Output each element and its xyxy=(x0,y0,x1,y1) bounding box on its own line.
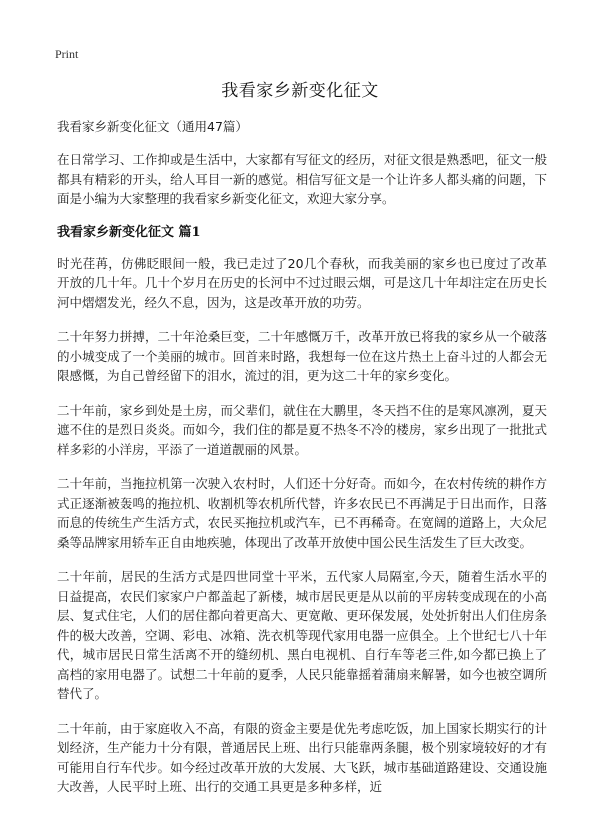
page-title: 我看家乡新变化征文 xyxy=(221,81,379,101)
paragraph: 二十年努力拼搏，二十年沧桑巨变，二十年感慨万千，改革开放已将我的家乡从一个破落的小城变成了一个美丽的城市。回首来时路，我想每一位在这片热土上奋斗过的人都会无限感慨，为自己曾经留下的泪水，流过的泪，更为这二十年的家乡变化。 xyxy=(57,329,547,383)
paragraph: 二十年前，当拖拉机第一次驶入农村时，人们还十分好奇。而如今，在农村传统的耕作方式正逐渐被轰鸣的拖拉机、收割机等农机所代替，许多农民已不再满足于日出而作，日落而息的传统生产生活方式，农民买拖拉机或汽车，已不再稀奇。在宽阔的道路上，大众尼桑等品牌家用轿车正自由地疾驰，体现出了改革开放使中国公民生活发生了巨大改变。 xyxy=(57,476,547,550)
section-heading: 我看家乡新变化征文 篇1 xyxy=(57,224,201,240)
article-body xyxy=(57,118,547,812)
paragraph: 时光荏苒，仿佛眨眼间一般，我已走过了20几个春秋，而我美丽的家乡也已度过了改革开放的几十年。几十个岁月在历史的长河中不过过眼云烟，可是这几十年却注定在历史长河中熠熠发光，经久不息，因为，这是改革开放的功劳。 xyxy=(57,255,547,310)
paragraph: 二十年前，家乡到处是土房，而父辈们，就住在大鹏里，冬天挡不住的是寒风凛冽，夏天遮不住的是烈日炎炎。而如今，我们住的都是夏不热冬不冷的楼房，家乡出现了一批批式样多彩的小洋房，平添了一道道靓丽的风景。 xyxy=(57,402,547,457)
paragraph: 二十年前，由于家庭收入不高，有限的资金主要是优先考虑吃饭，加上国家长期实行的计划经济，生产能力十分有限，普通居民上班、出行只能靠两条腿，极个别家境较好的才有可能用自行车代步。如今经过改革开放的大发展、大飞跃，城市基础道路建设、交通设施大改善，人民平时上班、出行的交通工具更是多种多样，近 xyxy=(57,720,547,794)
paragraph: 二十年前，居民的生活方式是四世同堂十平米，五代家人局隔室,今天，随着生活水平的日益提高，农民们家家户户都盖起了新楼，城市居民更是从以前的平房转变成现在的小高层、复式住宅，人们的居住都向着更高大、更宽敞、更环保发展，处处折射出人们住房条件的极大改善，空调、彩电、冰箱、洗衣机等现代家用电器一应俱全。上个世纪七八十年代，城市居民日常生活离不开的缝纫机、黑白电视机、自行车等老三件,如今都已换上了高档的家用电器了。试想二十年前的夏季，人民只能靠摇着蒲扇来解暑，如今也被空调所替代了。 xyxy=(57,569,547,701)
article-subtitle: 我看家乡新变化征文（通用47篇） xyxy=(57,119,248,134)
intro-paragraph: 在日常学习、工作抑或是生活中，大家都有写征文的经历，对征文很是熟悉吧，征文一般都具有精彩的开头，给人耳目一新的感觉。相信写征文是一个让许多人都头痛的问题，下面是小编为大家整理的我看家乡新变化征文，欢迎大家分享。 xyxy=(57,152,547,206)
print-link[interactable]: Print xyxy=(55,47,79,61)
